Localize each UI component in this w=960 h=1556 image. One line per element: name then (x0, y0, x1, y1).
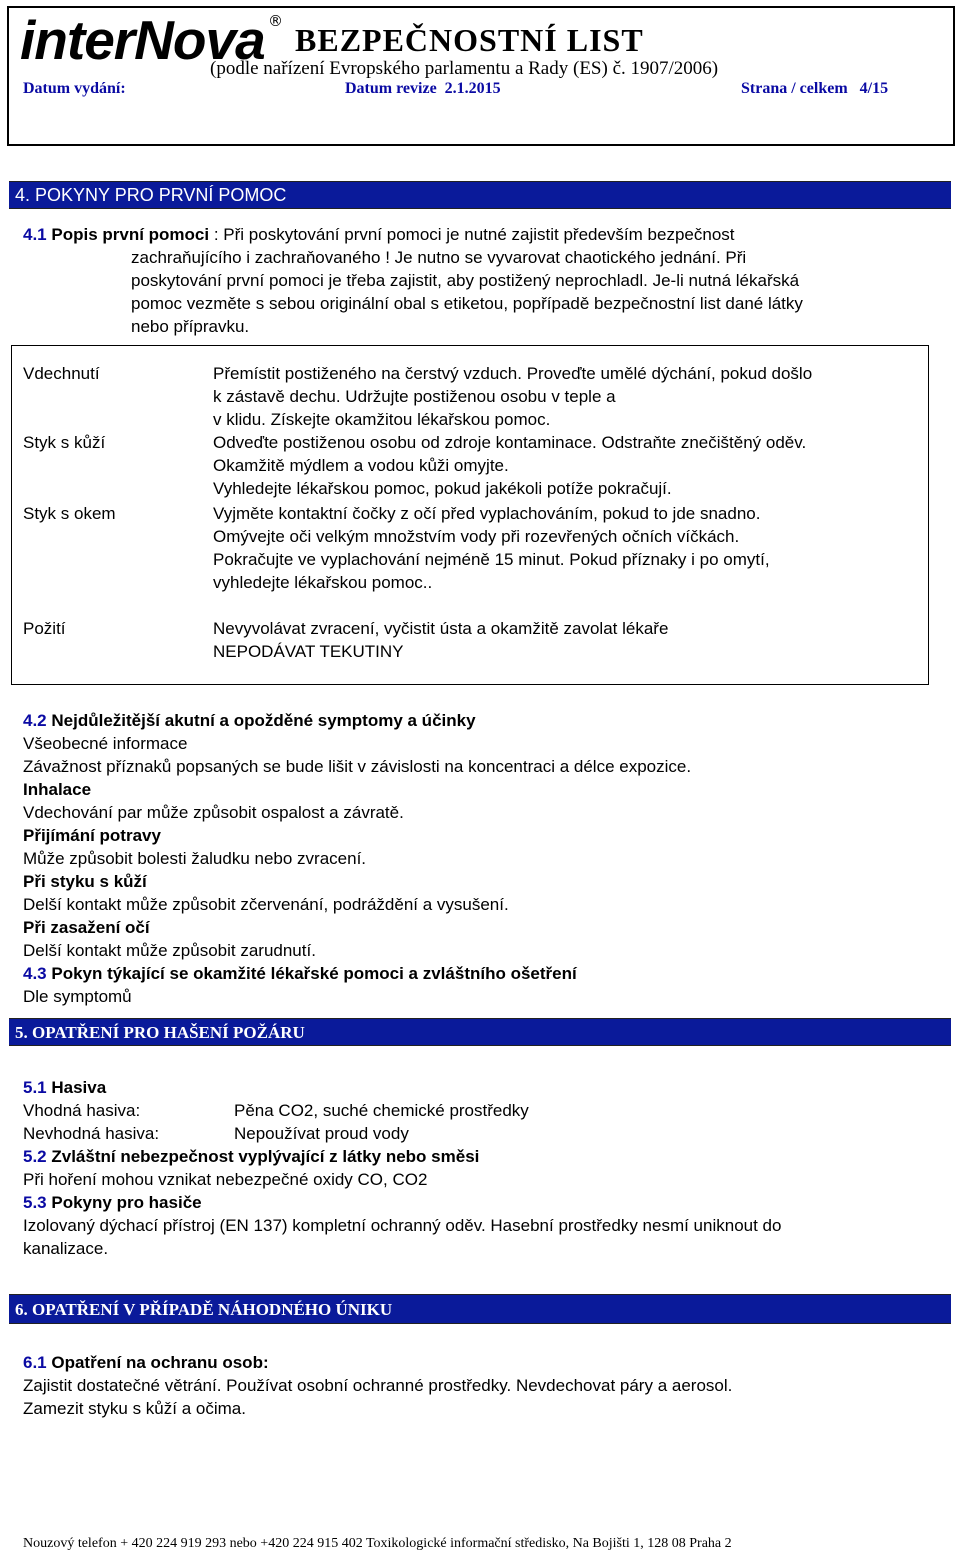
s52-number: 5.2 (23, 1147, 47, 1166)
s51-heading (23, 1076, 106, 1099)
ingestion-line-1: Nevyvolávat zvracení, vyčistit ústa a okamžitě zavolat lékaře (213, 619, 669, 638)
s41-line-2: zachraňujícího i zachraňovaného ! Je nutno se vyvarovat chaotického jednání. Při (131, 248, 747, 267)
page-counter (741, 80, 888, 98)
s41-line-3: poskytování první pomoci je třeba zajistit, aby postižený neprochladl. Je-li nutná lékařská (131, 271, 800, 290)
inhalation-line-3: v klidu. Získejte okamžitou lékařskou pomoc. (213, 410, 551, 429)
section-4-bar (9, 181, 951, 209)
s53-title: Pokyny pro hasiče (51, 1193, 202, 1212)
s51-number: 5.1 (23, 1078, 47, 1097)
revision-value: 2.1.2015 (444, 80, 501, 97)
document-title: BEZPEČNOSTNÍ LIST (295, 22, 644, 58)
s61-title: Opatření na ochranu osob: (51, 1353, 269, 1372)
s53-number: 5.3 (23, 1193, 47, 1212)
s43-text: Dle symptomů (23, 987, 132, 1006)
s41-separator: : (209, 225, 224, 244)
s61-heading (23, 1351, 269, 1374)
s43-number: 4.3 (23, 964, 47, 983)
section-5-heading: 5. OPATŘENÍ PRO HAŠENÍ POŽÁRU (15, 1023, 305, 1042)
inhalation-line-2: k zástavě dechu. Udržujte postiženou osobu v teple a (213, 387, 616, 406)
issue-date-label: Datum vydání: (23, 80, 126, 97)
logo-text: interNova (20, 9, 265, 71)
registered-mark: ® (268, 12, 283, 30)
eye-line-3: Pokračujte ve vyplachování nejméně 15 minut. Pokud příznaky i po omytí, (213, 550, 770, 569)
s52-text: Při hoření mohou vznikat nebezpečné oxidy CO, CO2 (23, 1170, 428, 1189)
s42-inhalation-text: Vdechování par může způsobit ospalost a závratě. (23, 803, 404, 822)
s42-ingestion-text: Může způsobit bolesti žaludku nebo zvracení. (23, 849, 367, 868)
s53-heading (23, 1191, 202, 1214)
s41-number: 4.1 (23, 225, 47, 244)
s42-eye-label: Při zasažení očí (23, 918, 150, 937)
skin-line-3: Vyhledejte lékařskou pomoc, pokud jakékoli potíže pokračují. (213, 479, 672, 498)
unsuitable-media-value: Nepoužívat proud vody (234, 1124, 409, 1143)
s42-general-text: Závažnost příznaků popsaných se bude lišit v závislosti na koncentraci a délce expozice. (23, 757, 692, 776)
page-value: 4/15 (859, 80, 889, 97)
document-subtitle: (podle nařízení Evropského parlamentu a Rady (ES) č. 1907/2006) (210, 58, 719, 79)
s61-line-1: Zajistit dostatečné větrání. Používat osobní ochranné prostředky. Nevdechovat páry a aerosol. (23, 1376, 733, 1395)
inhalation-line-1: Přemístit postiženého na čerstvý vzduch. Proveďte umělé dýchání, pokud došlo (213, 364, 813, 383)
suitable-media-label: Vhodná hasiva: (23, 1101, 141, 1120)
section-5-bar (9, 1018, 951, 1046)
s42-skin-text: Delší kontakt může způsobit zčervenání, podráždění a vysušení. (23, 895, 509, 914)
eye-line-2: Omývejte oči velkým množstvím vody při rozevřených očních víčkách. (213, 527, 740, 546)
revision-label: Datum revize (345, 80, 437, 97)
emergency-phone-footer: Nouzový telefon + 420 224 919 293 nebo +420 224 915 402 Toxikologické informační středisko, Na Bojišti 1, 128 08 Praha 2 (23, 1536, 732, 1551)
page-label: Strana / celkem (741, 80, 848, 97)
s41-title: Popis první pomoci (51, 225, 210, 244)
s43-title: Pokyn týkající se okamžité lékařské pomoci a zvláštního ošetření (51, 964, 577, 983)
s42-heading (23, 709, 476, 732)
ingestion-line-2: NEPODÁVAT TEKUTINY (213, 642, 404, 661)
s61-number: 6.1 (23, 1353, 47, 1372)
s51-title: Hasiva (51, 1078, 107, 1097)
s42-title: Nejdůležitější akutní a opožděné symptomy a účinky (51, 711, 476, 730)
s61-line-2: Zamezit styku s kůží a očima. (23, 1399, 246, 1418)
section-6-heading: 6. OPATŘENÍ V PŘÍPADĚ NÁHODNÉHO ÚNIKU (15, 1300, 393, 1319)
s53-line-2: kanalizace. (23, 1239, 109, 1258)
s42-inhalation-label: Inhalace (23, 780, 92, 799)
s41-heading-line (23, 223, 735, 246)
s42-general-label: Všeobecné informace (23, 734, 188, 753)
s41-line-5: nebo přípravku. (131, 317, 250, 336)
skin-line-1: Odveďte postiženou osobu od zdroje kontaminace. Odstraňte znečištěný oděv. (213, 433, 807, 452)
route-ingestion: Požití (23, 619, 66, 638)
s42-number: 4.2 (23, 711, 47, 730)
s43-heading (23, 962, 577, 985)
s41-line-1: Při poskytování první pomoci je nutné zajistit především bezpečnost (223, 225, 735, 244)
s42-ingestion-label: Přijímání potravy (23, 826, 161, 845)
s52-heading (23, 1145, 479, 1168)
section-6-bar (9, 1294, 951, 1324)
suitable-media-value: Pěna CO2, suché chemické prostředky (234, 1101, 529, 1120)
s53-line-1: Izolovaný dýchací přístroj (EN 137) kompletní ochranný oděv. Hasební prostředky nesmí uniknout do (23, 1216, 782, 1235)
route-skin: Styk s kůží (23, 433, 106, 452)
revision-date (345, 80, 501, 98)
eye-line-4: vyhledejte lékařskou pomoc.. (213, 573, 433, 592)
eye-line-1: Vyjměte kontaktní čočky z očí před vyplachováním, pokud to jde snadno. (213, 504, 761, 523)
skin-line-2: Okamžitě mýdlem a vodou kůži omyjte. (213, 456, 509, 475)
unsuitable-media-label: Nevhodná hasiva: (23, 1124, 160, 1143)
s41-line-4: pomoc vezměte s sebou originální obal s etiketou, popřípadě bezpečnostní list dané látky (131, 294, 803, 313)
route-eye: Styk s okem (23, 504, 116, 523)
s42-skin-label: Při styku s kůží (23, 872, 147, 891)
route-inhalation: Vdechnutí (23, 364, 100, 383)
s52-title: Zvláštní nebezpečnost vyplývající z látky nebo směsi (51, 1147, 480, 1166)
section-4-heading: 4. POKYNY PRO PRVNÍ POMOC (15, 185, 287, 205)
s42-eye-text: Delší kontakt může způsobit zarudnutí. (23, 941, 316, 960)
